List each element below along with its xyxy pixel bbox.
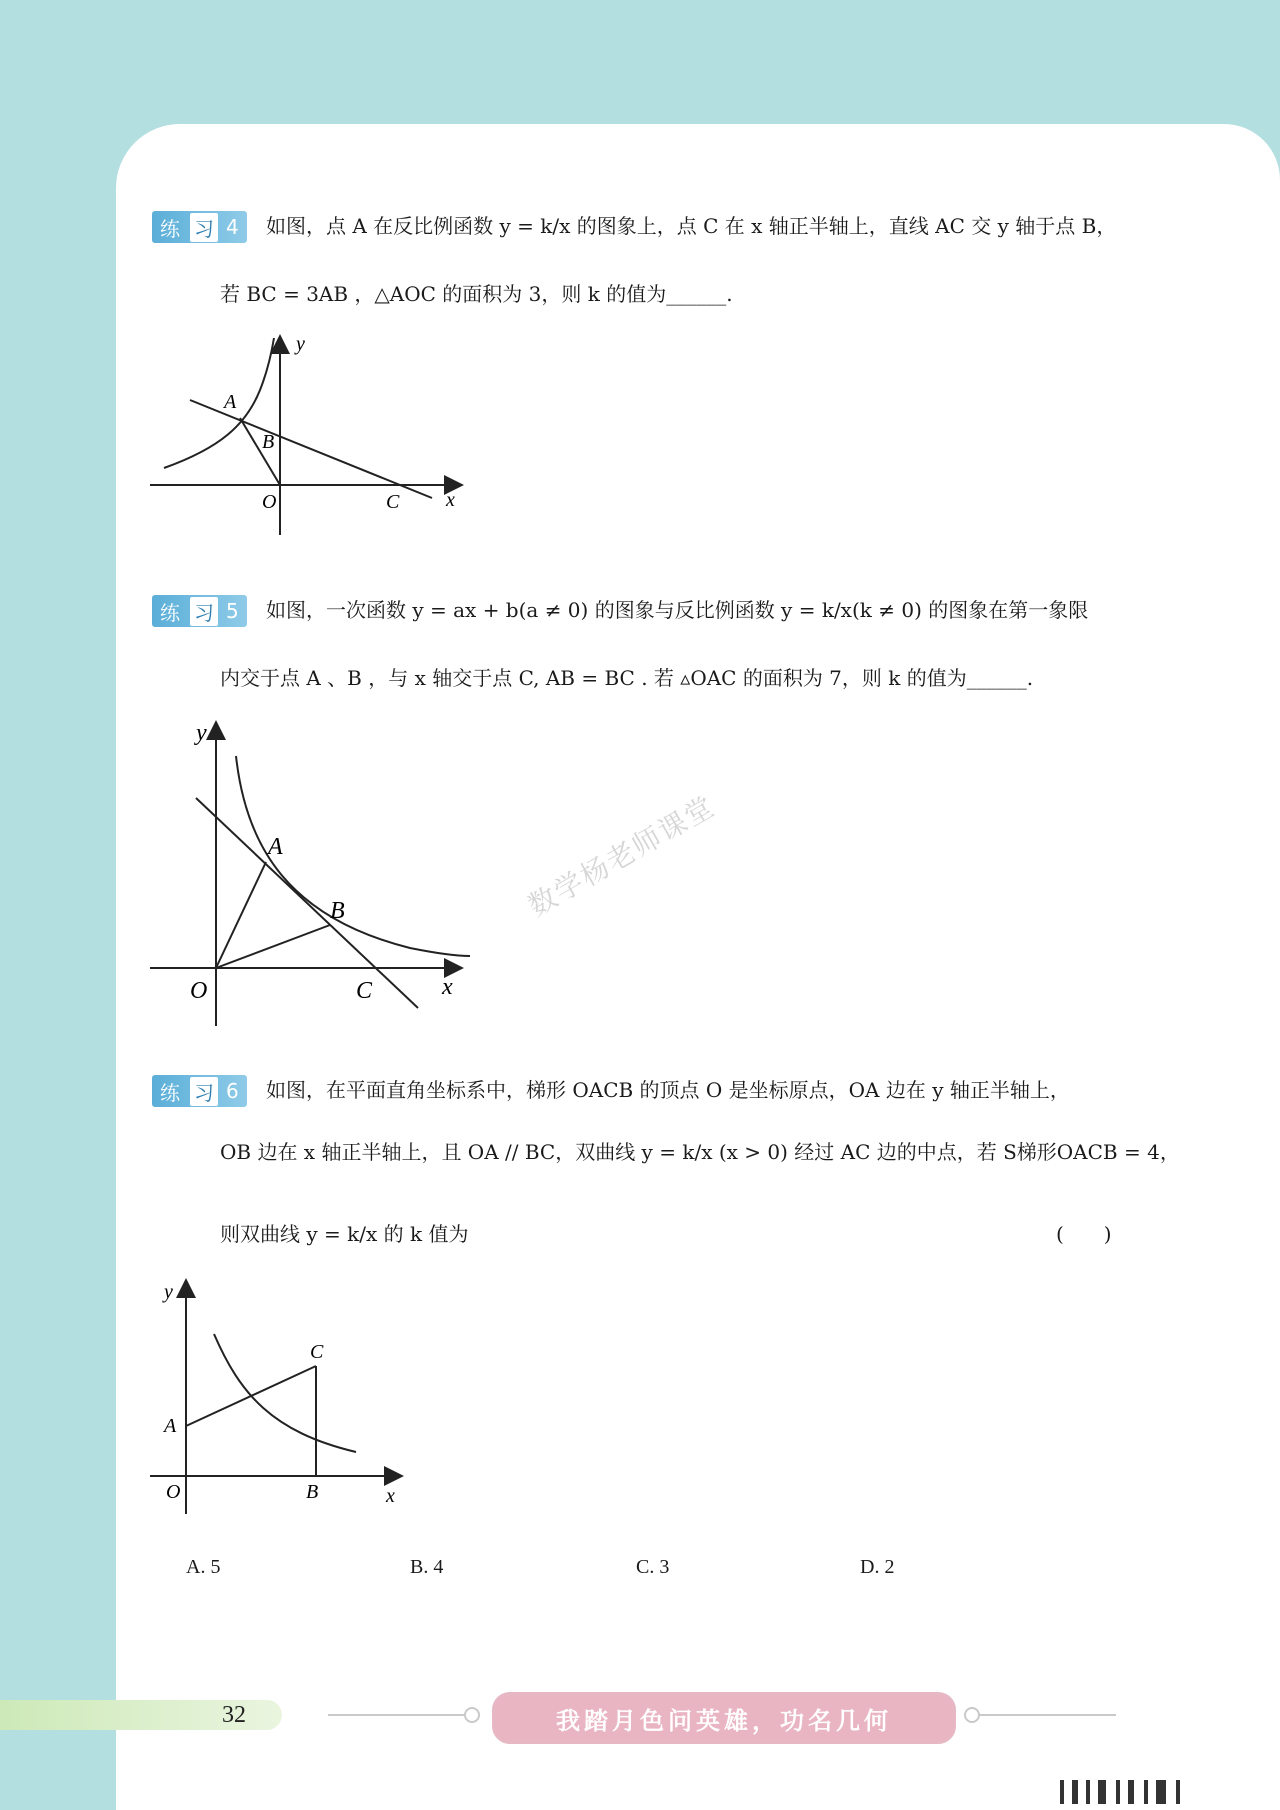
exercise-4-figure (150, 330, 470, 535)
line-ac (190, 400, 432, 498)
exercise-badge (152, 211, 247, 243)
label-c: C (386, 491, 400, 513)
exercise-5-figure (150, 718, 470, 1033)
label-b: B (330, 898, 345, 924)
exercise-badge (152, 1075, 247, 1107)
badge-number: 6 (226, 1079, 239, 1103)
exercise-badge (152, 595, 247, 627)
hyperbola-curve (214, 1334, 356, 1452)
exercise-4-line-2: 若 BC = 3AB ，△AOC 的面积为 3，则 k 的值为______. (220, 282, 733, 306)
exercise-5-line-1: 如图，一次函数 y = ax + b(a ≠ 0) 的图象与反比例函数 y = k/x(k ≠ 0) 的图象在第一象限 (266, 598, 1089, 622)
label-c: C (310, 1341, 324, 1363)
choice-b[interactable]: B. 4 (410, 1556, 444, 1578)
exercise-4-header (152, 210, 247, 244)
badge-lian: 练 (160, 216, 182, 241)
label-o: O (190, 978, 208, 1004)
exercise-6-line-2: OB 边在 x 轴正半轴上，且 OA // BC，双曲线 y = k/x (x > 0) 经过 AC 边的中点，若 S梯形OACB = 4， (220, 1140, 1180, 1164)
label-a: A (224, 391, 237, 413)
label-y: y (164, 1281, 173, 1303)
label-c: C (356, 978, 373, 1004)
badge-number: 5 (226, 599, 239, 623)
linear-function-line (196, 798, 418, 1008)
footer-divider-right (980, 1714, 1116, 1716)
exercise-5-header (152, 594, 247, 628)
badge-lian: 练 (160, 600, 182, 625)
label-o: O (262, 491, 277, 513)
motto-banner (492, 1692, 956, 1744)
exercise-5-line-2: 内交于点 A 、B ，与 x 轴交于点 C, AB = BC . 若 ▵OAC 的面积为 7，则 k 的值为______. (220, 666, 1034, 690)
label-x: x (446, 489, 455, 511)
label-b: B (262, 431, 275, 453)
label-b: B (306, 1481, 319, 1503)
badge-lian: 练 (160, 1080, 182, 1105)
badge-xi: 习 (190, 1077, 218, 1106)
choice-a[interactable]: A. 5 (186, 1556, 221, 1578)
badge-number: 4 (226, 215, 239, 239)
choice-c[interactable]: C. 3 (636, 1556, 670, 1578)
label-o: O (166, 1481, 181, 1503)
exercise-6-figure (150, 1276, 410, 1516)
footer-divider-left (328, 1714, 466, 1716)
label-a: A (268, 834, 283, 860)
label-y: y (196, 720, 207, 746)
label-x: x (386, 1485, 395, 1507)
footer-dot-left (464, 1707, 480, 1723)
label-y: y (296, 333, 305, 355)
exercise-4-line-1: 如图，点 A 在反比例函数 y = k/x 的图象上，点 C 在 x 轴正半轴上，直线 AC 交 y 轴于点 B， (266, 214, 1117, 238)
exercise-6-header (152, 1074, 247, 1108)
label-a: A (164, 1415, 177, 1437)
badge-xi: 习 (190, 597, 218, 626)
answer-parentheses: ( ) (1056, 1222, 1112, 1246)
exercise-6-line-3: 则双曲线 y = k/x 的 k 值为 (220, 1222, 469, 1246)
motto-text: 我踏月色问英雄，功名几何 (556, 1706, 892, 1735)
choice-d[interactable]: D. 2 (860, 1556, 895, 1578)
badge-xi: 习 (190, 213, 218, 242)
watermark: 数学杨老师课堂 (522, 789, 721, 923)
page-number: 32 (222, 1702, 246, 1728)
label-x: x (442, 974, 453, 1000)
corner-logo-icon (1060, 1778, 1260, 1810)
exercise-6-line-1: 如图，在平面直角坐标系中，梯形 OACB 的顶点 O 是坐标原点，OA 边在 y 轴正半轴上， (266, 1078, 1070, 1102)
footer-dot-right (964, 1707, 980, 1723)
